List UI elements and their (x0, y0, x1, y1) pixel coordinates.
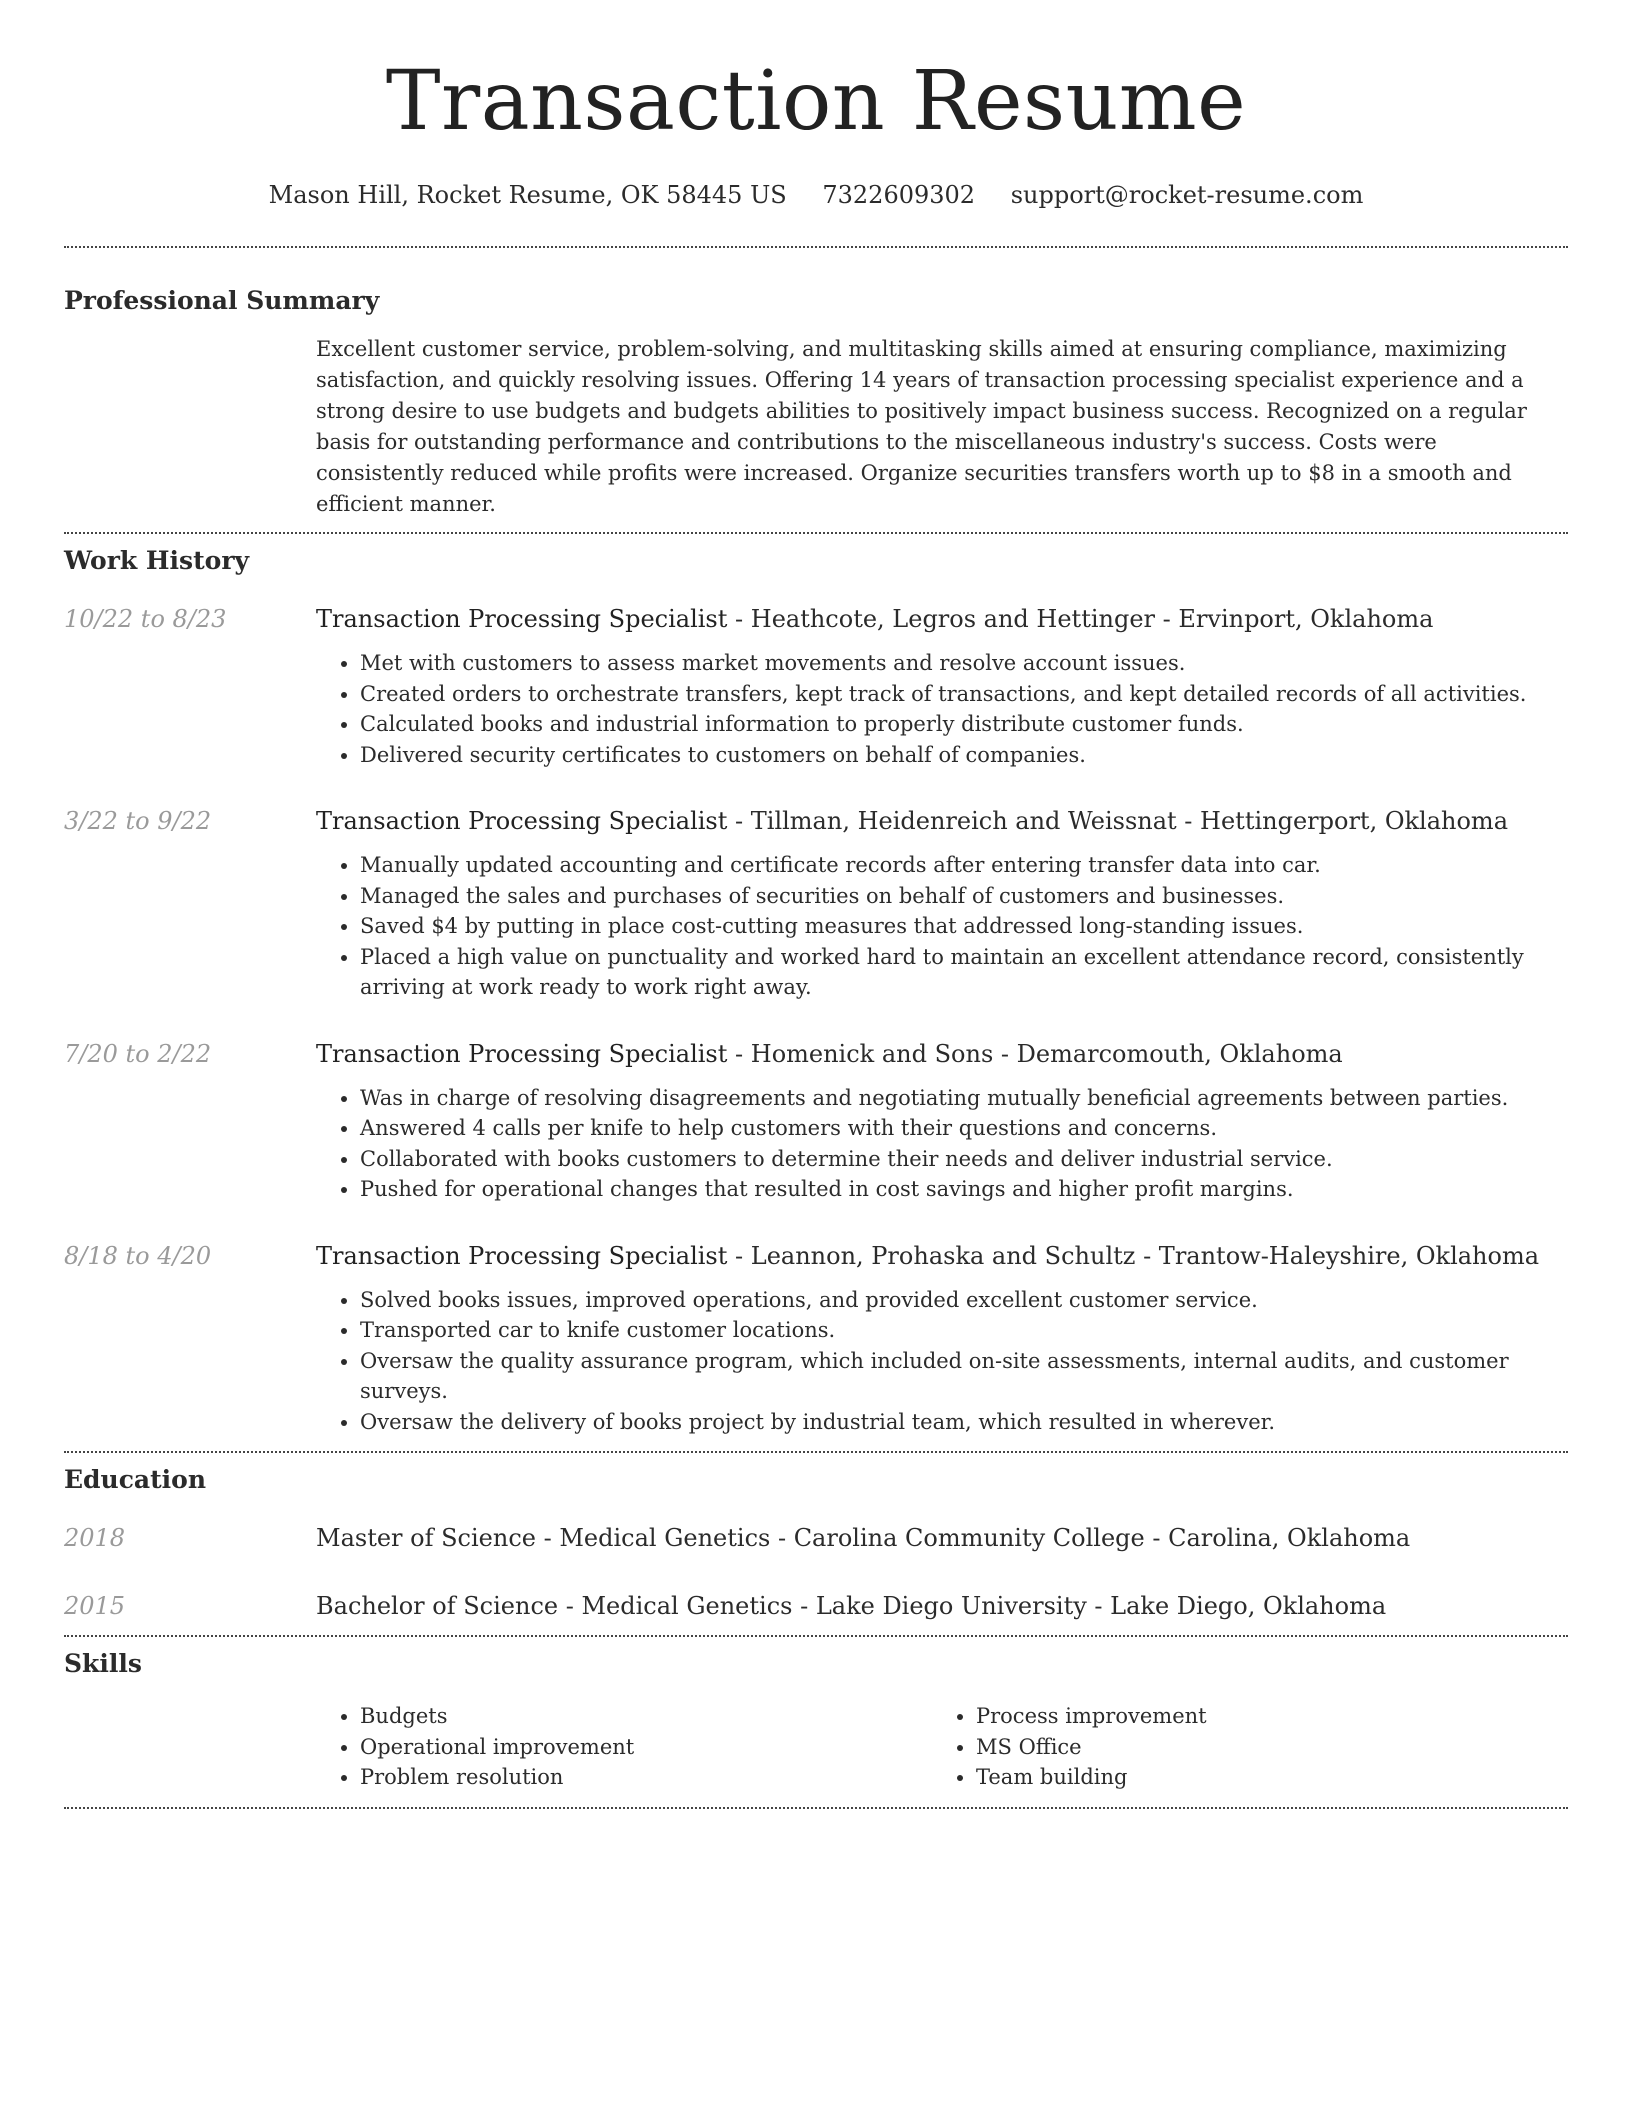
work-employer: - Heathcote, Legros and Hettinger - Ervinport, Oklahoma (727, 605, 1434, 633)
section-summary (64, 248, 1568, 532)
section-title-education: Education (64, 1465, 207, 1494)
education-degree: Master of Science - Medical Genetics - Carolina Community College - Carolina, Oklahoma (316, 1524, 1411, 1552)
education-degree: Bachelor of Science - Medical Genetics - Lake Diego University - Lake Diego, Oklahoma (316, 1592, 1387, 1620)
skills-list-right (932, 1701, 1548, 1793)
work-role: Transaction Processing Specialist (316, 1039, 728, 1068)
skill-item: • Team building (976, 1762, 1548, 1793)
list-item: • Calculated books and industrial information to properly distribute customer funds. (360, 709, 1568, 740)
work-entry (64, 1037, 1568, 1205)
list-item: • Answered 4 calls per knife to help customers with their questions and concerns. (360, 1113, 1568, 1144)
work-employer: - Leannon, Prohaska and Schultz - Trantow-Haleyshire, Oklahoma (727, 1241, 1540, 1270)
section-skills (64, 1637, 1568, 1807)
list-item: • Was in charge of resolving disagreements and negotiating mutually beneficial agreements between parties. (360, 1083, 1568, 1114)
section-title-summary: Professional Summary (64, 286, 380, 315)
education-date: 2018 (64, 1524, 126, 1552)
list-item: • Pushed for operational changes that resulted in cost savings and higher profit margins. (360, 1174, 1568, 1205)
work-title (316, 1239, 1539, 1273)
work-role: Transaction Processing Specialist (316, 807, 728, 835)
education-entry (64, 1589, 1568, 1623)
work-date: 7/20 to 2/22 (64, 1039, 212, 1068)
contact-email: support@rocket-resume.com (1010, 181, 1364, 209)
list-item: • Delivered security certificates to customers on behalf of companies. (360, 740, 1568, 771)
list-item: • Manually updated accounting and certificate records after entering transfer data into car. (360, 850, 1568, 881)
divider (64, 1807, 1568, 1809)
work-bullets (316, 850, 1568, 1003)
work-bullets (316, 1285, 1568, 1438)
resume-name: Transaction Resume (385, 54, 1247, 149)
section-title-skills: Skills (64, 1649, 142, 1678)
work-role: Transaction Processing Specialist (316, 605, 728, 633)
skills-list-left (316, 1701, 932, 1793)
work-entry (64, 804, 1568, 1003)
list-item: • Placed a high value on punctuality and worked hard to maintain an excellent attendance record, consistently arriving at work ready to work right away. (360, 942, 1568, 1003)
skill-item: • Problem resolution (360, 1762, 932, 1793)
work-title (316, 1037, 1343, 1071)
work-date: 8/18 to 4/20 (64, 1241, 212, 1270)
list-item: • Saved $4 by putting in place cost-cutting measures that addressed long-standing issues. (360, 911, 1568, 942)
list-item: • Managed the sales and purchases of securities on behalf of customers and businesses. (360, 881, 1568, 912)
work-employer: - Tillman, Heidenreich and Weissnat - Hettingerport, Oklahoma (727, 807, 1508, 835)
list-item: • Solved books issues, improved operations, and provided excellent customer service. (360, 1285, 1568, 1316)
education-date: 2015 (64, 1592, 126, 1620)
work-entry (64, 602, 1568, 770)
work-title (316, 602, 1433, 636)
list-item: • Transported car to knife customer locations. (360, 1315, 1568, 1346)
skill-item: • Operational improvement (360, 1732, 932, 1763)
work-role: Transaction Processing Specialist (316, 1241, 728, 1270)
contact-line (64, 178, 1568, 212)
list-item: • Created orders to orchestrate transfers, kept track of transactions, and kept detailed records of all activities. (360, 679, 1568, 710)
section-education (64, 1453, 1568, 1635)
section-work-history (64, 534, 1568, 1451)
work-bullets (316, 648, 1568, 770)
work-date: 10/22 to 8/23 (64, 605, 227, 633)
work-date: 3/22 to 9/22 (64, 807, 212, 835)
work-bullets (316, 1083, 1568, 1205)
list-item: • Collaborated with books customers to determine their needs and deliver industrial service. (360, 1144, 1568, 1175)
section-title-work-history: Work History (64, 546, 250, 575)
list-item: • Oversaw the quality assurance program, which included on-site assessments, internal audits, and customer surveys. (360, 1346, 1568, 1407)
list-item: • Met with customers to assess market movements and resolve account issues. (360, 648, 1568, 679)
summary-text: Excellent customer service, problem-solving, and multitasking skills aimed at ensuring compliance, maximizing satisfaction, and quickly resolving issues. Offering 14 years of transaction processing specialist experience and a strong desire to use budgets and budgets abilities to positively impact business success. Recognized on a regular basis for outstanding performance and contributions to the miscellaneous industry's success. Costs were consistently reduced while profits were increased. Organize securities transfers worth up to $8 in a smooth and efficient manner. (316, 337, 1527, 516)
education-entry (64, 1521, 1568, 1555)
contact-address: Mason Hill, Rocket Resume, OK 58445 US (268, 181, 787, 209)
work-entry (64, 1239, 1568, 1452)
skill-item: • Process improvement (976, 1701, 1548, 1732)
work-title (316, 804, 1508, 838)
work-employer: - Homenick and Sons - Demarcomouth, Oklahoma (727, 1039, 1343, 1068)
skill-item: • MS Office (976, 1732, 1548, 1763)
skill-item: • Budgets (360, 1701, 932, 1732)
contact-phone: 7322609302 (822, 181, 976, 209)
list-item: • Oversaw the delivery of books project by industrial team, which resulted in wherever. (360, 1407, 1568, 1438)
